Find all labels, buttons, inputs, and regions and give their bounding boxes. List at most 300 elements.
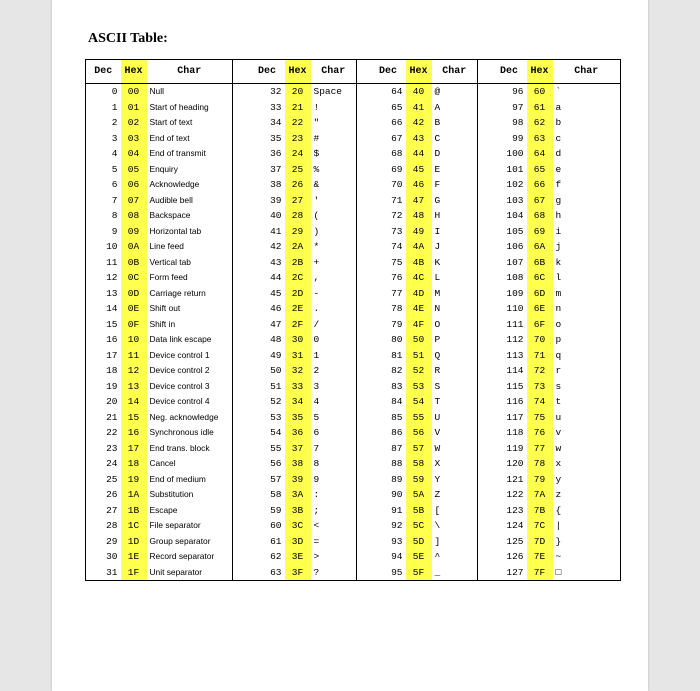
column-gap	[357, 472, 371, 488]
hex-cell: 57	[406, 441, 432, 457]
table-row	[86, 224, 621, 240]
char-cell: '	[313, 194, 320, 206]
hex-cell: 38	[285, 456, 311, 472]
column-gap	[357, 348, 371, 364]
dec-cell: 53	[270, 411, 282, 423]
char-cell: ,	[313, 272, 320, 283]
hex-cell: 7D	[527, 534, 553, 550]
char-cell: r	[553, 363, 621, 379]
hex-cell: 39	[285, 472, 311, 488]
table-row	[86, 487, 621, 503]
column-gap	[478, 146, 492, 162]
dec-cell: 92	[391, 520, 403, 531]
column-gap	[357, 363, 371, 379]
dec-cell: 78	[391, 303, 403, 314]
column-gap	[357, 224, 371, 240]
char-cell: G	[434, 194, 441, 206]
char-cell: u	[553, 410, 621, 426]
column-gap	[357, 332, 371, 348]
char-cell: Cancel	[149, 458, 176, 468]
table-row	[86, 332, 621, 348]
char-cell: Unit separator	[147, 565, 233, 581]
dec-cell: 73	[391, 225, 403, 237]
dec-cell: 123	[506, 504, 524, 516]
dec-cell: 108	[506, 272, 524, 283]
column-gap	[233, 131, 250, 147]
table-row	[86, 456, 621, 472]
hex-cell: 6B	[527, 255, 553, 271]
dec-cell: 117	[506, 411, 524, 423]
char-cell: Shift out	[149, 303, 181, 313]
dec-cell: 31	[86, 565, 121, 581]
char-cell: g	[553, 193, 621, 209]
dec-cell: 54	[270, 427, 282, 438]
hex-cell: 65	[527, 162, 553, 178]
dec-cell: 34	[270, 117, 282, 128]
column-gap	[357, 549, 371, 565]
hex-cell: 6E	[527, 301, 553, 317]
char-cell: N	[434, 303, 441, 314]
column-gap	[233, 487, 250, 503]
column-gap	[478, 549, 492, 565]
column-gap	[478, 115, 492, 131]
dec-cell: 71	[391, 194, 403, 206]
hex-cell: 10	[121, 332, 147, 348]
column-gap	[478, 534, 492, 550]
table-row	[86, 441, 621, 457]
column-gap	[357, 255, 371, 271]
hex-cell: 54	[406, 394, 432, 410]
hex-cell: 4C	[406, 270, 432, 286]
char-cell: Q	[434, 349, 441, 361]
char-cell: -	[313, 287, 320, 299]
dec-cell: 19	[86, 379, 121, 395]
dec-cell: 65	[391, 101, 403, 113]
column-gap	[233, 193, 250, 209]
char-cell: ~	[553, 549, 621, 565]
hex-cell: 45	[406, 162, 432, 178]
hex-header: Hex	[406, 60, 432, 84]
column-gap	[233, 270, 250, 286]
hex-cell: 60	[527, 84, 553, 100]
column-gap	[357, 503, 371, 519]
column-gap	[478, 224, 492, 240]
dec-cell: 80	[391, 334, 403, 345]
dec-cell: 104	[506, 210, 524, 221]
dec-cell: 69	[391, 163, 403, 175]
char-cell: End of text	[149, 132, 190, 143]
hex-cell: 2A	[285, 239, 311, 255]
hex-cell: 47	[406, 193, 432, 209]
dec-cell: 2	[86, 115, 121, 131]
table-row	[86, 115, 621, 131]
dec-cell: 20	[86, 394, 121, 410]
hex-cell: 15	[121, 410, 147, 426]
hex-cell: 1A	[121, 487, 147, 503]
dec-cell: 6	[86, 177, 121, 193]
dec-cell: 22	[86, 425, 121, 441]
hex-cell: 59	[406, 472, 432, 488]
hex-cell: 1E	[121, 549, 147, 565]
column-gap	[478, 239, 492, 255]
hex-cell: 18	[121, 456, 147, 472]
hex-cell: 66	[527, 177, 553, 193]
hex-header: Hex	[285, 60, 311, 84]
column-gap	[357, 301, 371, 317]
char-cell: w	[553, 441, 621, 457]
char-cell: j	[553, 239, 621, 255]
char-cell: X	[434, 458, 441, 469]
column-gap	[233, 100, 250, 116]
ascii-table	[85, 59, 621, 581]
char-cell: x	[553, 456, 621, 472]
char-cell: Start of text	[149, 117, 193, 127]
dec-cell: 28	[86, 518, 121, 534]
column-gap	[478, 363, 492, 379]
hex-cell: 22	[285, 115, 311, 131]
column-gap	[478, 425, 492, 441]
hex-cell: 56	[406, 425, 432, 441]
char-cell: "	[313, 117, 320, 128]
char-cell: End of transmit	[149, 148, 206, 158]
dec-cell: 121	[506, 473, 524, 485]
char-cell: E	[434, 163, 441, 175]
dec-cell: 99	[512, 132, 524, 144]
hex-cell: 50	[406, 332, 432, 348]
char-cell: Vertical tab	[149, 256, 191, 267]
char-cell: Null	[149, 86, 164, 96]
dec-cell: 57	[270, 473, 282, 485]
char-cell: ?	[311, 565, 357, 581]
dec-cell: 41	[270, 225, 282, 237]
dec-cell: 127	[492, 565, 527, 581]
char-cell: h	[553, 208, 621, 224]
column-gap	[357, 441, 371, 457]
char-cell: 1	[313, 349, 320, 361]
dec-cell: 16	[86, 332, 121, 348]
hex-cell: 1C	[121, 518, 147, 534]
hex-cell: 79	[527, 472, 553, 488]
hex-cell: 51	[406, 348, 432, 364]
dec-cell: 67	[391, 132, 403, 144]
column-gap	[233, 394, 250, 410]
char-cell: (	[313, 210, 320, 221]
column-gap	[478, 441, 492, 457]
char-cell: Device control 3	[149, 380, 210, 391]
column-gap	[357, 115, 371, 131]
column-gap	[478, 518, 492, 534]
hex-cell: 62	[527, 115, 553, 131]
char-cell: Device control 1	[149, 349, 210, 360]
char-cell: File separator	[149, 520, 201, 530]
table-row	[86, 565, 621, 581]
dec-cell: 101	[506, 163, 524, 175]
dec-cell: 97	[512, 101, 524, 113]
dec-cell: 120	[506, 458, 524, 469]
char-cell: p	[553, 332, 621, 348]
char-cell: Synchronous idle	[149, 427, 214, 437]
dec-cell: 76	[391, 272, 403, 283]
table-row	[86, 425, 621, 441]
header-row	[86, 60, 621, 84]
hex-cell: 3F	[285, 565, 311, 581]
char-cell: m	[553, 286, 621, 302]
hex-cell: 3C	[285, 518, 311, 534]
column-gap	[357, 425, 371, 441]
dec-cell: 116	[506, 396, 524, 407]
hex-cell: 69	[527, 224, 553, 240]
dec-cell: 112	[506, 334, 524, 345]
hex-cell: 7A	[527, 487, 553, 503]
hex-cell: 78	[527, 456, 553, 472]
dec-cell: 113	[506, 349, 524, 361]
hex-cell: 7F	[527, 565, 553, 581]
dec-cell: 1	[86, 100, 121, 116]
column-gap	[233, 301, 250, 317]
char-cell: 2	[313, 365, 320, 376]
column-gap	[233, 224, 250, 240]
table-row	[86, 239, 621, 255]
dec-header: Dec	[492, 60, 527, 84]
column-gap	[357, 131, 371, 147]
column-gap	[233, 177, 250, 193]
dec-cell: 60	[270, 520, 282, 531]
dec-cell: 32	[270, 86, 282, 97]
char-cell: |	[553, 518, 621, 534]
hex-cell: 0D	[121, 286, 147, 302]
char-cell: %	[313, 163, 320, 175]
column-gap	[233, 84, 250, 100]
char-cell: Group separator	[149, 535, 211, 546]
column-gap	[478, 177, 492, 193]
hex-cell: 08	[121, 208, 147, 224]
dec-cell: 105	[506, 225, 524, 237]
table-row	[86, 503, 621, 519]
dec-cell: 81	[391, 349, 403, 361]
column-gap	[233, 410, 250, 426]
hex-cell: 44	[406, 146, 432, 162]
hex-cell: 00	[121, 84, 147, 100]
column-gap	[233, 239, 250, 255]
char-cell: k	[553, 255, 621, 271]
column-gap	[478, 472, 492, 488]
column-gap	[478, 348, 492, 364]
dec-cell: 84	[391, 396, 403, 407]
dec-cell: 35	[270, 132, 282, 144]
dec-cell: 21	[86, 410, 121, 426]
char-cell: Start of heading	[149, 101, 209, 112]
column-gap	[233, 518, 250, 534]
dec-cell: 79	[391, 318, 403, 330]
hex-header: Hex	[527, 60, 553, 84]
hex-cell: 58	[406, 456, 432, 472]
column-gap	[478, 565, 492, 581]
char-cell: C	[434, 132, 441, 144]
hex-cell: 2E	[285, 301, 311, 317]
dec-header: Dec	[250, 60, 285, 84]
hex-cell: 41	[406, 100, 432, 116]
hex-cell: 30	[285, 332, 311, 348]
char-cell: i	[553, 224, 621, 240]
char-cell: f	[553, 177, 621, 193]
hex-cell: 01	[121, 100, 147, 116]
column-gap	[357, 456, 371, 472]
char-cell: T	[434, 396, 441, 407]
hex-cell: 68	[527, 208, 553, 224]
char-cell: v	[553, 425, 621, 441]
char-cell: Escape	[149, 504, 178, 515]
char-cell: A	[434, 101, 441, 113]
table-row	[86, 379, 621, 395]
hex-cell: 6F	[527, 317, 553, 333]
hex-cell: 5F	[406, 565, 432, 581]
table-row	[86, 177, 621, 193]
hex-cell: 17	[121, 441, 147, 457]
char-header: Char	[553, 60, 621, 84]
column-gap	[233, 60, 250, 84]
char-cell: :	[313, 489, 320, 500]
hex-cell: 11	[121, 348, 147, 364]
hex-cell: 06	[121, 177, 147, 193]
char-cell: O	[434, 318, 441, 330]
column-gap	[233, 534, 250, 550]
column-gap	[478, 379, 492, 395]
dec-cell: 122	[506, 489, 524, 500]
table-row	[86, 410, 621, 426]
hex-cell: 48	[406, 208, 432, 224]
char-cell: $	[313, 148, 320, 159]
hex-cell: 75	[527, 410, 553, 426]
hex-cell: 0B	[121, 255, 147, 271]
column-gap	[357, 100, 371, 116]
char-cell: Horizontal tab	[149, 225, 202, 236]
dec-cell: 18	[86, 363, 121, 379]
char-cell: Line feed	[149, 241, 184, 251]
hex-cell: 63	[527, 131, 553, 147]
hex-cell: 1F	[121, 565, 147, 581]
char-cell: b	[553, 115, 621, 131]
column-gap	[357, 193, 371, 209]
dec-cell: 85	[391, 411, 403, 423]
hex-cell: 2C	[285, 270, 311, 286]
column-gap	[357, 565, 371, 581]
dec-cell: 82	[391, 365, 403, 376]
char-cell: 9	[313, 473, 320, 485]
char-cell: =	[313, 535, 320, 547]
column-gap	[233, 549, 250, 565]
char-cell: U	[434, 411, 441, 423]
dec-cell: 102	[506, 179, 524, 190]
hex-cell: 27	[285, 193, 311, 209]
column-gap	[478, 394, 492, 410]
char-cell: 4	[313, 396, 320, 407]
table-row	[86, 534, 621, 550]
hex-cell: 1D	[121, 534, 147, 550]
hex-cell: 43	[406, 131, 432, 147]
char-cell: ^	[434, 551, 441, 562]
dec-cell: 106	[506, 241, 524, 252]
dec-header: Dec	[86, 60, 121, 84]
char-cell: D	[434, 148, 441, 159]
hex-cell: 64	[527, 146, 553, 162]
dec-cell: 48	[270, 334, 282, 345]
char-cell: Shift in	[149, 318, 176, 329]
hex-cell: 55	[406, 410, 432, 426]
dec-cell: 110	[506, 303, 524, 314]
column-gap	[357, 487, 371, 503]
hex-cell: 77	[527, 441, 553, 457]
column-gap	[233, 441, 250, 457]
char-cell: P	[434, 334, 441, 345]
hex-cell: 46	[406, 177, 432, 193]
char-cell: \	[434, 520, 441, 531]
dec-cell: 49	[270, 349, 282, 361]
char-cell: 5	[313, 411, 320, 423]
dec-cell: 70	[391, 179, 403, 190]
hex-cell: 5E	[406, 549, 432, 565]
hex-cell: 2D	[285, 286, 311, 302]
char-cell: <	[313, 520, 320, 531]
dec-cell: 17	[86, 348, 121, 364]
char-cell: o	[553, 317, 621, 333]
hex-cell: 7E	[527, 549, 553, 565]
column-gap	[478, 255, 492, 271]
dec-cell: 111	[506, 318, 524, 330]
dec-cell: 96	[512, 86, 524, 97]
dec-cell: 61	[270, 535, 282, 547]
hex-cell: 5D	[406, 534, 432, 550]
hex-cell: 37	[285, 441, 311, 457]
column-gap	[478, 162, 492, 178]
char-cell: s	[553, 379, 621, 395]
column-gap	[233, 332, 250, 348]
char-cell: Data link escape	[149, 334, 212, 344]
dec-cell: 77	[391, 287, 403, 299]
char-cell: 8	[313, 458, 320, 469]
char-cell: □	[553, 565, 621, 581]
hex-cell: 0E	[121, 301, 147, 317]
column-gap	[478, 270, 492, 286]
column-gap	[478, 131, 492, 147]
dec-header: Dec	[371, 60, 406, 84]
char-cell: #	[313, 132, 320, 144]
table-row	[86, 518, 621, 534]
dec-cell: 52	[270, 396, 282, 407]
char-cell: Space	[313, 86, 343, 97]
hex-cell: 0A	[121, 239, 147, 255]
dec-cell: 36	[270, 148, 282, 159]
char-cell: d	[553, 146, 621, 162]
hex-cell: 32	[285, 363, 311, 379]
hex-cell: 7B	[527, 503, 553, 519]
column-gap	[233, 208, 250, 224]
dec-cell: 10	[86, 239, 121, 255]
hex-cell: 04	[121, 146, 147, 162]
dec-cell: 44	[270, 272, 282, 283]
char-cell: B	[434, 117, 441, 128]
column-gap	[233, 162, 250, 178]
hex-cell: 5B	[406, 503, 432, 519]
dec-cell: 95	[371, 565, 406, 581]
table-row	[86, 348, 621, 364]
hex-cell: 16	[121, 425, 147, 441]
char-cell: M	[434, 287, 441, 299]
char-cell: ]	[434, 535, 441, 547]
table-row	[86, 208, 621, 224]
char-cell: }	[553, 534, 621, 550]
column-gap	[233, 146, 250, 162]
char-cell: e	[553, 162, 621, 178]
